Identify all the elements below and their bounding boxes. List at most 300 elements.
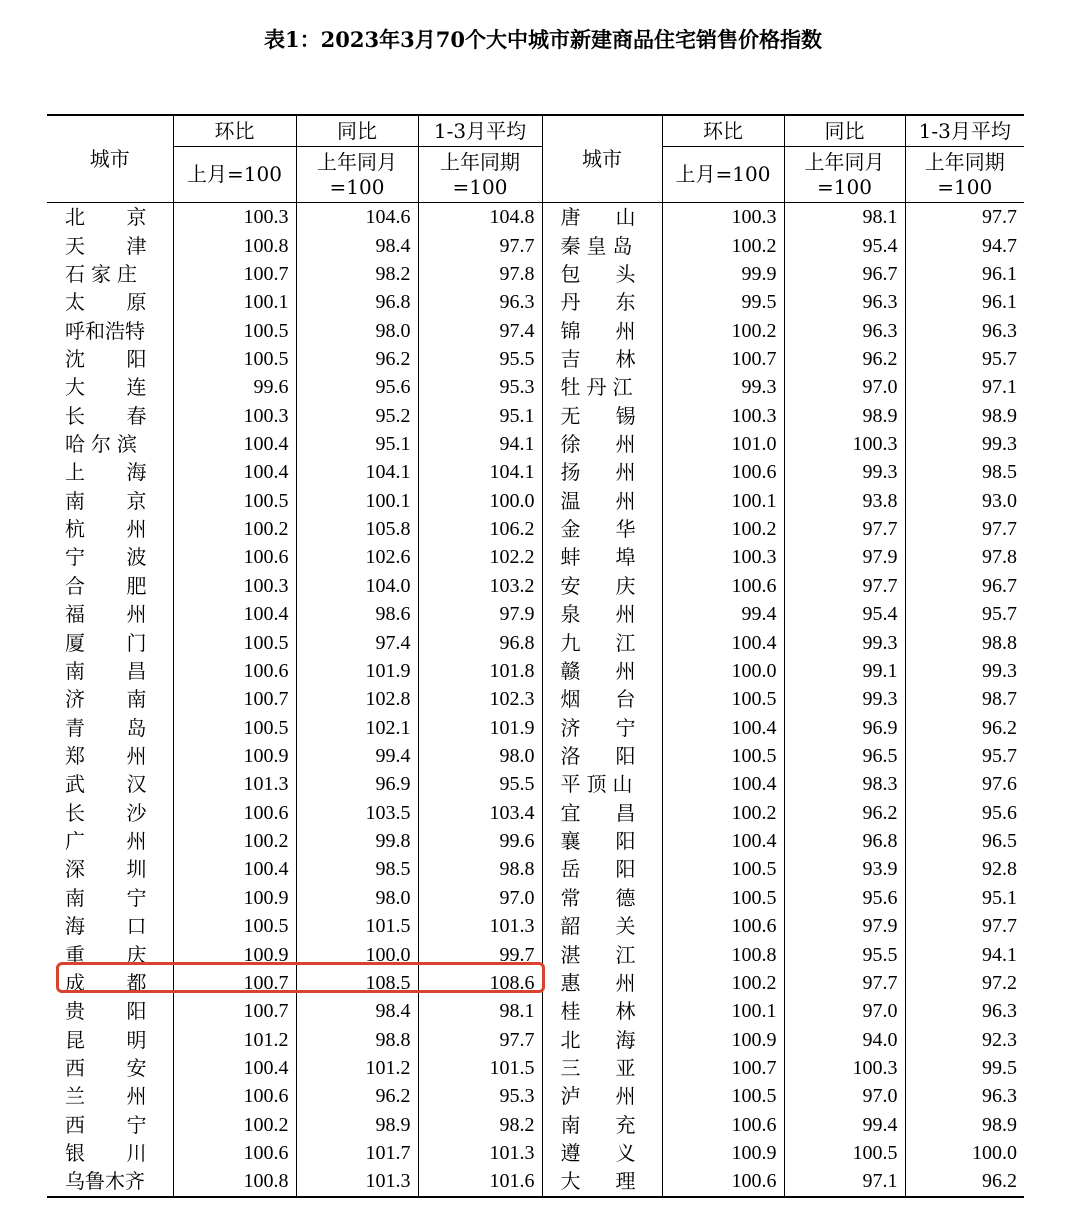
yoy-value: 95.4 <box>784 231 905 259</box>
avg-value: 95.5 <box>418 770 542 798</box>
city-name: 洛 阳 <box>542 742 662 770</box>
avg-value: 95.3 <box>418 373 542 401</box>
table-row <box>47 260 1024 288</box>
city-name: 安 庆 <box>542 572 662 600</box>
yoy-value: 96.3 <box>784 316 905 344</box>
yoy-value: 96.8 <box>784 827 905 855</box>
yoy-value: 96.8 <box>296 288 418 316</box>
avg-value: 97.7 <box>418 231 542 259</box>
mom-value: 100.8 <box>662 940 784 968</box>
avg-value: 104.8 <box>418 203 542 232</box>
header-yoy-base: 上年同月 =100 <box>296 147 418 203</box>
avg-value: 97.8 <box>418 260 542 288</box>
city-name: 乌鲁木齐 <box>47 1167 173 1196</box>
yoy-value: 100.3 <box>784 430 905 458</box>
city-name: 湛 江 <box>542 940 662 968</box>
table-row <box>47 1139 1024 1167</box>
city-name: 吉 林 <box>542 345 662 373</box>
mom-value: 100.2 <box>662 231 784 259</box>
table-row <box>47 203 1024 232</box>
table-row <box>47 543 1024 571</box>
city-name: 赣 州 <box>542 657 662 685</box>
yoy-value: 96.2 <box>784 799 905 827</box>
yoy-value: 101.2 <box>296 1054 418 1082</box>
avg-value: 95.1 <box>905 884 1024 912</box>
avg-value: 98.7 <box>905 685 1024 713</box>
avg-value: 97.1 <box>905 373 1024 401</box>
avg-value: 97.7 <box>418 1025 542 1053</box>
yoy-value: 100.5 <box>784 1139 905 1167</box>
avg-value: 97.7 <box>905 912 1024 940</box>
table-row <box>47 1025 1024 1053</box>
avg-value: 95.6 <box>905 799 1024 827</box>
avg-value: 98.9 <box>905 1111 1024 1139</box>
yoy-value: 96.3 <box>784 288 905 316</box>
mom-value: 100.7 <box>173 969 296 997</box>
yoy-value: 98.4 <box>296 231 418 259</box>
mom-value: 100.4 <box>173 458 296 486</box>
mom-value: 100.3 <box>662 203 784 232</box>
mom-value: 100.3 <box>662 402 784 430</box>
table-row <box>47 316 1024 344</box>
mom-value: 100.4 <box>173 430 296 458</box>
yoy-value: 98.0 <box>296 316 418 344</box>
city-name: 西 宁 <box>65 1112 147 1137</box>
city-name: 九 江 <box>542 628 662 656</box>
table-row <box>47 628 1024 656</box>
header-avg-base: 上年同期 =100 <box>418 147 542 203</box>
table-row <box>47 430 1024 458</box>
yoy-value: 98.5 <box>296 855 418 883</box>
header-avg-base-right: 上年同期 =100 <box>905 147 1024 203</box>
avg-value: 99.5 <box>905 1054 1024 1082</box>
yoy-value: 97.4 <box>296 628 418 656</box>
city-name: 大 连 <box>65 375 147 400</box>
avg-value: 101.6 <box>418 1167 542 1196</box>
avg-value: 96.5 <box>905 827 1024 855</box>
mom-value: 100.6 <box>662 1167 784 1196</box>
mom-value: 100.1 <box>662 997 784 1025</box>
table-row <box>47 1082 1024 1110</box>
header-mom-right: 环比 <box>662 115 784 147</box>
yoy-value: 101.7 <box>296 1139 418 1167</box>
mom-value: 100.6 <box>662 572 784 600</box>
mom-value: 99.9 <box>662 260 784 288</box>
avg-value: 95.7 <box>905 600 1024 628</box>
mom-value: 100.2 <box>662 515 784 543</box>
yoy-value: 100.3 <box>784 1054 905 1082</box>
mom-value: 100.5 <box>173 345 296 373</box>
mom-value: 100.2 <box>662 799 784 827</box>
city-name: 济 宁 <box>542 713 662 741</box>
avg-value: 98.9 <box>905 402 1024 430</box>
mom-value: 100.5 <box>173 316 296 344</box>
highlight-box <box>56 962 545 993</box>
city-name: 南 充 <box>542 1111 662 1139</box>
yoy-value: 93.9 <box>784 855 905 883</box>
avg-value: 98.8 <box>905 628 1024 656</box>
city-name: 遵 义 <box>542 1139 662 1167</box>
city-name: 三 亚 <box>542 1054 662 1082</box>
yoy-value: 96.2 <box>296 345 418 373</box>
avg-value: 97.6 <box>905 770 1024 798</box>
mom-value: 100.6 <box>173 543 296 571</box>
city-name: 惠 州 <box>542 969 662 997</box>
avg-value: 97.7 <box>905 203 1024 232</box>
mom-value: 100.2 <box>173 515 296 543</box>
city-name: 温 州 <box>542 487 662 515</box>
table-row <box>47 997 1024 1025</box>
avg-value: 95.1 <box>418 402 542 430</box>
yoy-value: 104.6 <box>296 203 418 232</box>
city-name: 太 原 <box>65 290 147 315</box>
yoy-value: 98.8 <box>296 1025 418 1053</box>
mom-value: 100.2 <box>173 1111 296 1139</box>
avg-value: 92.8 <box>905 855 1024 883</box>
city-name: 长 沙 <box>65 800 147 825</box>
avg-value: 94.7 <box>905 231 1024 259</box>
yoy-value: 97.0 <box>784 997 905 1025</box>
mom-value: 100.3 <box>173 572 296 600</box>
city-name: 蚌 埠 <box>542 543 662 571</box>
avg-value: 97.9 <box>418 600 542 628</box>
city-name: 长 春 <box>65 403 147 428</box>
mom-value: 100.6 <box>662 1111 784 1139</box>
mom-value: 100.4 <box>662 827 784 855</box>
city-name: 石家庄 <box>65 261 143 286</box>
yoy-value: 97.7 <box>784 515 905 543</box>
city-name: 厦 门 <box>65 630 147 655</box>
yoy-value: 96.9 <box>784 713 905 741</box>
city-name: 秦皇岛 <box>542 231 662 259</box>
avg-value: 96.1 <box>905 260 1024 288</box>
yoy-value: 102.6 <box>296 543 418 571</box>
city-name: 哈尔滨 <box>65 432 143 457</box>
yoy-value: 95.4 <box>784 600 905 628</box>
city-name: 桂 林 <box>542 997 662 1025</box>
city-name: 南 京 <box>65 488 147 513</box>
city-name: 宜 昌 <box>542 799 662 827</box>
table-row <box>47 742 1024 770</box>
city-name: 唐 山 <box>542 203 662 232</box>
avg-value: 101.3 <box>418 1139 542 1167</box>
mom-value: 101.2 <box>173 1025 296 1053</box>
city-name: 杭 州 <box>65 517 147 542</box>
city-name: 丹 东 <box>542 288 662 316</box>
mom-value: 100.7 <box>662 345 784 373</box>
mom-value: 100.9 <box>173 940 296 968</box>
yoy-value: 97.7 <box>784 969 905 997</box>
city-name: 重 庆 <box>65 942 147 967</box>
yoy-value: 97.1 <box>784 1167 905 1196</box>
avg-value: 102.2 <box>418 543 542 571</box>
header-avg-right: 1-3月平均 <box>905 115 1024 147</box>
yoy-value: 97.0 <box>784 1082 905 1110</box>
avg-value: 108.6 <box>418 969 542 997</box>
avg-value: 96.2 <box>905 713 1024 741</box>
table-row <box>47 515 1024 543</box>
mom-value: 100.9 <box>662 1139 784 1167</box>
yoy-value: 104.0 <box>296 572 418 600</box>
avg-value: 94.1 <box>905 940 1024 968</box>
mom-value: 100.2 <box>662 969 784 997</box>
header-city: 城市 <box>47 115 173 203</box>
yoy-value: 99.1 <box>784 657 905 685</box>
city-name: 平顶山 <box>542 770 662 798</box>
avg-value: 104.1 <box>418 458 542 486</box>
header-avg: 1-3月平均 <box>418 115 542 147</box>
avg-value: 98.5 <box>905 458 1024 486</box>
price-index-table <box>47 114 1024 1198</box>
yoy-value: 99.3 <box>784 628 905 656</box>
city-name: 贵 阳 <box>65 999 147 1024</box>
city-name: 广 州 <box>65 829 147 854</box>
avg-value: 94.1 <box>418 430 542 458</box>
yoy-value: 99.3 <box>784 685 905 713</box>
yoy-value: 98.1 <box>784 203 905 232</box>
avg-value: 92.3 <box>905 1025 1024 1053</box>
yoy-value: 99.4 <box>296 742 418 770</box>
yoy-value: 96.2 <box>784 345 905 373</box>
mom-value: 100.7 <box>173 685 296 713</box>
avg-value: 96.1 <box>905 288 1024 316</box>
city-name: 银 川 <box>65 1141 147 1166</box>
city-name: 宁 波 <box>65 545 147 570</box>
table-row <box>47 487 1024 515</box>
avg-value: 96.3 <box>418 288 542 316</box>
avg-value: 102.3 <box>418 685 542 713</box>
city-name: 合 肥 <box>65 573 147 598</box>
table-row <box>47 855 1024 883</box>
yoy-value: 95.5 <box>784 940 905 968</box>
mom-value: 100.4 <box>173 600 296 628</box>
avg-value: 96.2 <box>905 1167 1024 1196</box>
mom-value: 100.6 <box>173 657 296 685</box>
city-name: 徐 州 <box>542 430 662 458</box>
avg-value: 103.2 <box>418 572 542 600</box>
city-name: 金 华 <box>542 515 662 543</box>
table-row <box>47 827 1024 855</box>
yoy-value: 98.9 <box>296 1111 418 1139</box>
mom-value: 100.8 <box>173 231 296 259</box>
avg-value: 95.7 <box>905 345 1024 373</box>
city-name: 泉 州 <box>542 600 662 628</box>
avg-value: 98.2 <box>418 1111 542 1139</box>
table-row <box>47 600 1024 628</box>
city-name: 兰 州 <box>65 1084 147 1109</box>
yoy-value: 95.6 <box>784 884 905 912</box>
mom-value: 101.3 <box>173 770 296 798</box>
yoy-value: 101.5 <box>296 912 418 940</box>
city-name: 韶 关 <box>542 912 662 940</box>
mom-value: 100.6 <box>173 1082 296 1110</box>
avg-value: 96.8 <box>418 628 542 656</box>
avg-value: 96.3 <box>905 1082 1024 1110</box>
table-row <box>47 288 1024 316</box>
mom-value: 100.8 <box>173 1167 296 1196</box>
yoy-value: 105.8 <box>296 515 418 543</box>
yoy-value: 97.9 <box>784 912 905 940</box>
mom-value: 100.4 <box>173 1054 296 1082</box>
yoy-value: 97.7 <box>784 572 905 600</box>
city-name: 南 昌 <box>65 658 147 683</box>
avg-value: 100.0 <box>905 1139 1024 1167</box>
city-name: 成 都 <box>65 970 147 995</box>
mom-value: 100.1 <box>173 288 296 316</box>
yoy-value: 99.8 <box>296 827 418 855</box>
yoy-value: 101.9 <box>296 657 418 685</box>
mom-value: 100.5 <box>662 742 784 770</box>
yoy-value: 94.0 <box>784 1025 905 1053</box>
yoy-value: 100.1 <box>296 487 418 515</box>
avg-value: 101.3 <box>418 912 542 940</box>
city-name: 青 岛 <box>65 715 147 740</box>
table-row <box>47 799 1024 827</box>
avg-value: 97.8 <box>905 543 1024 571</box>
city-name: 岳 阳 <box>542 855 662 883</box>
table-row <box>47 770 1024 798</box>
city-name: 包 头 <box>542 260 662 288</box>
yoy-value: 96.5 <box>784 742 905 770</box>
avg-value: 99.3 <box>905 657 1024 685</box>
avg-value: 96.7 <box>905 572 1024 600</box>
mom-value: 100.6 <box>662 912 784 940</box>
city-name: 南 宁 <box>65 885 147 910</box>
city-name: 沈 阳 <box>65 346 147 371</box>
city-name: 锦 州 <box>542 316 662 344</box>
mom-value: 99.3 <box>662 373 784 401</box>
yoy-value: 98.0 <box>296 884 418 912</box>
mom-value: 100.5 <box>173 713 296 741</box>
table-row <box>47 572 1024 600</box>
avg-value: 96.3 <box>905 316 1024 344</box>
city-name: 呼和浩特 <box>65 318 145 343</box>
table-body <box>47 203 1024 1197</box>
table-row <box>47 458 1024 486</box>
table-row <box>47 373 1024 401</box>
mom-value: 101.0 <box>662 430 784 458</box>
yoy-value: 95.6 <box>296 373 418 401</box>
mom-value: 100.2 <box>173 827 296 855</box>
yoy-value: 95.1 <box>296 430 418 458</box>
yoy-value: 96.2 <box>296 1082 418 1110</box>
city-name: 烟 台 <box>542 685 662 713</box>
city-name: 常 德 <box>542 884 662 912</box>
city-name: 海 口 <box>65 914 147 939</box>
mom-value: 100.4 <box>662 770 784 798</box>
header-yoy-base-right: 上年同月 =100 <box>784 147 905 203</box>
city-name: 北 海 <box>542 1025 662 1053</box>
table-row <box>47 713 1024 741</box>
mom-value: 100.7 <box>173 997 296 1025</box>
avg-value: 101.9 <box>418 713 542 741</box>
city-name: 扬 州 <box>542 458 662 486</box>
yoy-value: 97.0 <box>784 373 905 401</box>
yoy-value: 98.9 <box>784 402 905 430</box>
avg-value: 103.4 <box>418 799 542 827</box>
mom-value: 99.5 <box>662 288 784 316</box>
mom-value: 100.5 <box>173 628 296 656</box>
avg-value: 96.3 <box>905 997 1024 1025</box>
yoy-value: 98.6 <box>296 600 418 628</box>
avg-value: 97.2 <box>905 969 1024 997</box>
mom-value: 100.7 <box>173 260 296 288</box>
mom-value: 100.4 <box>662 713 784 741</box>
table-title: 表1：2023年3月70个大中城市新建商品住宅销售价格指数 <box>264 27 822 52</box>
yoy-value: 102.8 <box>296 685 418 713</box>
yoy-value: 96.7 <box>784 260 905 288</box>
mom-value: 100.5 <box>173 912 296 940</box>
yoy-value: 97.9 <box>784 543 905 571</box>
table-row <box>47 345 1024 373</box>
avg-value: 99.3 <box>905 430 1024 458</box>
yoy-value: 93.8 <box>784 487 905 515</box>
yoy-value: 104.1 <box>296 458 418 486</box>
city-name: 上 海 <box>65 460 147 485</box>
avg-value: 97.4 <box>418 316 542 344</box>
yoy-value: 98.3 <box>784 770 905 798</box>
city-name: 牡丹江 <box>542 373 662 401</box>
header-city-right: 城市 <box>542 115 662 203</box>
city-name: 大 理 <box>542 1167 662 1196</box>
mom-value: 100.5 <box>662 685 784 713</box>
yoy-value: 96.9 <box>296 770 418 798</box>
city-name: 无 锡 <box>542 402 662 430</box>
table-row <box>47 231 1024 259</box>
mom-value: 99.4 <box>662 600 784 628</box>
yoy-value: 99.4 <box>784 1111 905 1139</box>
table-row <box>47 912 1024 940</box>
yoy-value: 95.2 <box>296 402 418 430</box>
header-mom-base-right: 上月=100 <box>662 147 784 203</box>
city-name: 武 汉 <box>65 772 147 797</box>
city-name: 昆 明 <box>65 1027 147 1052</box>
mom-value: 100.5 <box>662 855 784 883</box>
city-name: 济 南 <box>65 687 147 712</box>
table-row <box>47 402 1024 430</box>
city-name: 福 州 <box>65 602 147 627</box>
table-row <box>47 1054 1024 1082</box>
mom-value: 100.7 <box>662 1054 784 1082</box>
mom-value: 100.4 <box>173 855 296 883</box>
mom-value: 99.6 <box>173 373 296 401</box>
city-name: 襄 阳 <box>542 827 662 855</box>
yoy-value: 100.0 <box>296 940 418 968</box>
mom-value: 100.0 <box>662 657 784 685</box>
yoy-value: 102.1 <box>296 713 418 741</box>
avg-value: 95.7 <box>905 742 1024 770</box>
avg-value: 99.7 <box>418 940 542 968</box>
mom-value: 100.3 <box>173 402 296 430</box>
avg-value: 95.3 <box>418 1082 542 1110</box>
table-row <box>47 884 1024 912</box>
yoy-value: 101.3 <box>296 1167 418 1196</box>
table-row <box>47 685 1024 713</box>
avg-value: 98.1 <box>418 997 542 1025</box>
city-name: 泸 州 <box>542 1082 662 1110</box>
avg-value: 97.7 <box>905 515 1024 543</box>
mom-value: 100.4 <box>662 628 784 656</box>
table-row <box>47 1111 1024 1139</box>
table-row <box>47 1167 1024 1196</box>
avg-value: 98.0 <box>418 742 542 770</box>
avg-value: 100.0 <box>418 487 542 515</box>
mom-value: 100.6 <box>173 799 296 827</box>
header-mom-base: 上月=100 <box>173 147 296 203</box>
yoy-value: 99.3 <box>784 458 905 486</box>
yoy-value: 98.2 <box>296 260 418 288</box>
yoy-value: 108.5 <box>296 969 418 997</box>
